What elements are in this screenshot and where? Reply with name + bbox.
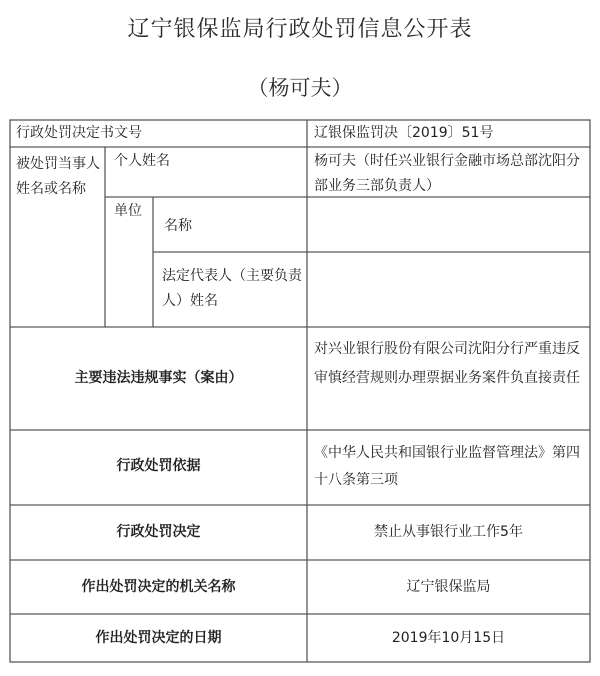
legal-rep-label: 法定代表人（主要负责人）姓名 bbox=[162, 268, 302, 309]
date-label: 作出处罚决定的日期 bbox=[95, 630, 222, 646]
decision-value: 禁止从事银行业工作5年 bbox=[374, 524, 523, 540]
basis-label: 行政处罚依据 bbox=[116, 458, 201, 474]
basis-value: 《中华人民共和国银行业监督管理法》第四十八条第三项 bbox=[314, 445, 580, 488]
decision-label: 行政处罚决定 bbox=[116, 524, 201, 540]
unit-label: 单位 bbox=[114, 203, 142, 219]
authority-label: 作出处罚决定的机关名称 bbox=[81, 579, 236, 595]
party-label: 被处罚当事人姓名或名称 bbox=[16, 156, 100, 197]
individual-value: 杨可夫（时任兴业银行金融市场总部沈阳分部业务三部负责人） bbox=[314, 153, 580, 194]
individual-label: 个人姓名 bbox=[114, 153, 170, 169]
facts-value: 对兴业银行股份有限公司沈阳分行严重违反审慎经营规则办理票据业务案件负直接责任 bbox=[314, 341, 580, 386]
doc-number-value: 辽银保监罚决〔2019〕51号 bbox=[314, 125, 494, 141]
unit-name-label: 名称 bbox=[164, 218, 192, 234]
authority-value: 辽宁银保监局 bbox=[406, 579, 491, 595]
doc-number-label: 行政处罚决定书文号 bbox=[16, 125, 142, 141]
facts-label: 主要违法违规事实（案由） bbox=[74, 370, 243, 386]
document-title: 辽宁银保监局行政处罚信息公开表 bbox=[127, 17, 473, 42]
document-subtitle: （杨可夫） bbox=[247, 76, 353, 100]
date-value: 2019年10月15日 bbox=[391, 630, 506, 646]
